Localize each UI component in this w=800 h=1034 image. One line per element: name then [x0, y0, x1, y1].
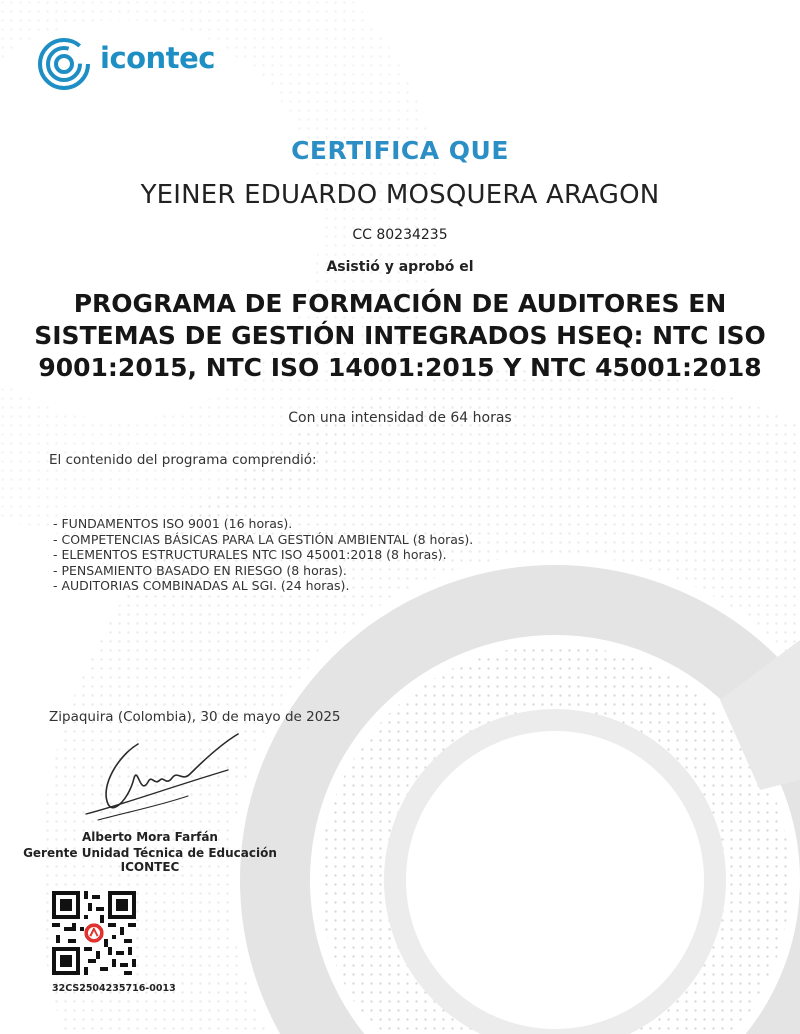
list-item: - ELEMENTOS ESTRUCTURALES NTC ISO 45001:2018 (8 horas). — [53, 547, 447, 562]
list-item: - FUNDAMENTOS ISO 9001 (16 horas). — [53, 516, 293, 531]
list-item: - COMPETENCIAS BÁSICAS PARA LA GESTIÓN AMBIENTAL (8 horas). — [53, 531, 474, 547]
content-list — [53, 516, 473, 594]
content-intro: El contenido del programa comprendió: — [49, 452, 317, 468]
intensity-line: Con una intensidad de 64 horas — [288, 410, 512, 426]
recipient-name: YEINER EDUARDO MOSQUERA ARAGON — [140, 180, 660, 210]
list-item: - PENSAMIENTO BASADO EN RIESGO (8 horas). — [53, 562, 347, 578]
logo-wordmark: icontec — [100, 41, 215, 75]
icontec-logo — [36, 36, 236, 92]
program-title: PROGRAMA DE FORMACIÓN DE AUDITORES EN SISTEMAS DE GESTIÓN INTEGRADOS HSEQ: NTC ISO 9001:2015, NTC ISO 14001:2015 Y NTC 45001:2018 — [34, 289, 766, 382]
qr-code[interactable] — [52, 891, 136, 975]
place-date: Zipaquira (Colombia), 30 de mayo de 2025 — [49, 709, 341, 725]
verification-code: 32CS2504235716-0013 — [52, 983, 176, 994]
attended-line: Asistió y aprobó el — [326, 259, 474, 275]
signer-name: Alberto Mora Farfán — [82, 830, 218, 844]
list-item: - AUDITORIAS COMBINADAS AL SGI. (24 horas). — [53, 578, 350, 593]
icontec-rings-icon — [36, 36, 92, 92]
signer-title: Gerente Unidad Técnica de Educación ICONTEC — [23, 846, 277, 874]
handwritten-signature — [78, 726, 248, 826]
recipient-id: CC 80234235 — [352, 227, 448, 243]
certifica-heading: CERTIFICA QUE — [291, 136, 509, 165]
